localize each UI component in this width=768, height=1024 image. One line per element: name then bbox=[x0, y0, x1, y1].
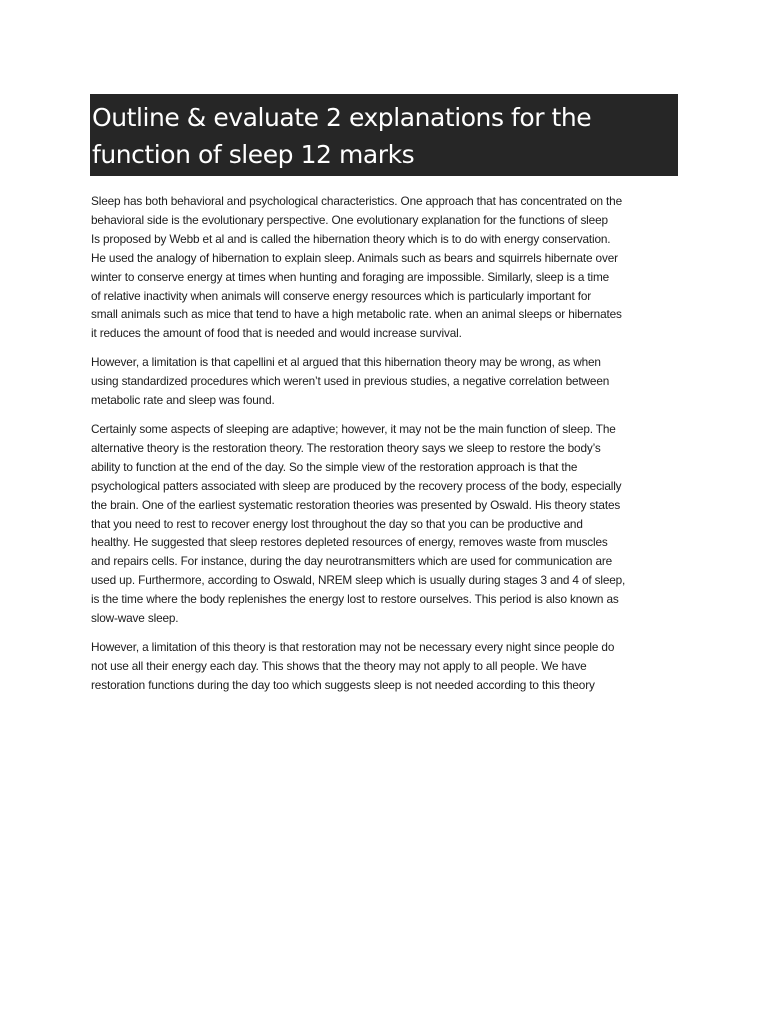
text-line: not use all their energy each day. This shows that the theory may not apply to all people. We have bbox=[91, 658, 587, 673]
paragraph-restoration-theory bbox=[91, 420, 691, 628]
text-line: used up. Furthermore, according to Oswald, NREM sleep which is usually during stages 3 and 4 of sleep, bbox=[91, 573, 626, 588]
text-line: psychological patters associated with sleep are produced by the recovery process of the body, especially bbox=[91, 478, 622, 493]
text-line: of relative inactivity when animals will conserve energy resources which is particularly important for bbox=[91, 288, 592, 303]
text-line: winter to conserve energy at times when hunting and foraging are impossible. Similarly, sleep is a time bbox=[91, 269, 610, 284]
document-body bbox=[91, 192, 691, 705]
text-line: slow-wave sleep. bbox=[91, 611, 179, 626]
text-line: and repairs cells. For instance, during the day neurotransmitters which are used for communication are bbox=[91, 554, 613, 569]
paragraph-hibernation-limitation bbox=[91, 353, 691, 410]
text-line: healthy. He suggested that sleep restores depleted resources of energy, removes waste from muscles bbox=[91, 535, 608, 550]
text-line: behavioral side is the evolutionary perspective. One evolutionary explanation for the functions of sleep bbox=[91, 212, 608, 227]
paragraph-hibernation-theory bbox=[91, 192, 691, 343]
paragraph-restoration-limitation bbox=[91, 638, 691, 695]
text-line: However, a limitation is that capellini et al argued that this hibernation theory may be wrong, as when bbox=[91, 355, 601, 370]
text-line: it reduces the amount of food that is needed and would increase survival. bbox=[91, 326, 462, 341]
text-line: small animals such as mice that tend to have a high metabolic rate. when an animal sleeps or hibernates bbox=[91, 307, 622, 322]
document-title bbox=[90, 94, 678, 176]
text-line: He used the analogy of hibernation to explain sleep. Animals such as bears and squirrels hibernate over bbox=[91, 250, 618, 265]
text-line: is the time where the body replenishes the energy lost to restore ourselves. This period is also known as bbox=[91, 592, 619, 607]
text-line: the brain. One of the earliest systematic restoration theories was presented by Oswald. His theory states bbox=[91, 497, 621, 512]
text-line: ability to function at the end of the day. So the simple view of the restoration approach is that the bbox=[91, 459, 578, 474]
text-line: restoration functions during the day too which suggests sleep is not needed according to this theory bbox=[91, 677, 595, 692]
text-line: alternative theory is the restoration theory. The restoration theory says we sleep to restore the body’s bbox=[91, 440, 601, 455]
title-line: Outline & evaluate 2 explanations for the bbox=[92, 103, 592, 132]
text-line: that you need to rest to recover energy lost throughout the day so that you can be productive and bbox=[91, 516, 583, 531]
text-line: Certainly some aspects of sleeping are adaptive; however, it may not be the main function of sleep. The bbox=[91, 421, 616, 436]
text-line: Sleep has both behavioral and psychological characteristics. One approach that has concentrated on the bbox=[91, 194, 622, 208]
text-line: metabolic rate and sleep was found. bbox=[91, 393, 275, 408]
text-line: However, a limitation of this theory is that restoration may not be necessary every night since people do bbox=[91, 639, 615, 654]
text-line: Is proposed by Webb et al and is called the hibernation theory which is to do with energy conservation. bbox=[91, 231, 611, 246]
text-line: using standardized procedures which weren’t used in previous studies, a negative correlation between bbox=[91, 374, 610, 389]
title-line: function of sleep 12 marks bbox=[92, 140, 415, 169]
